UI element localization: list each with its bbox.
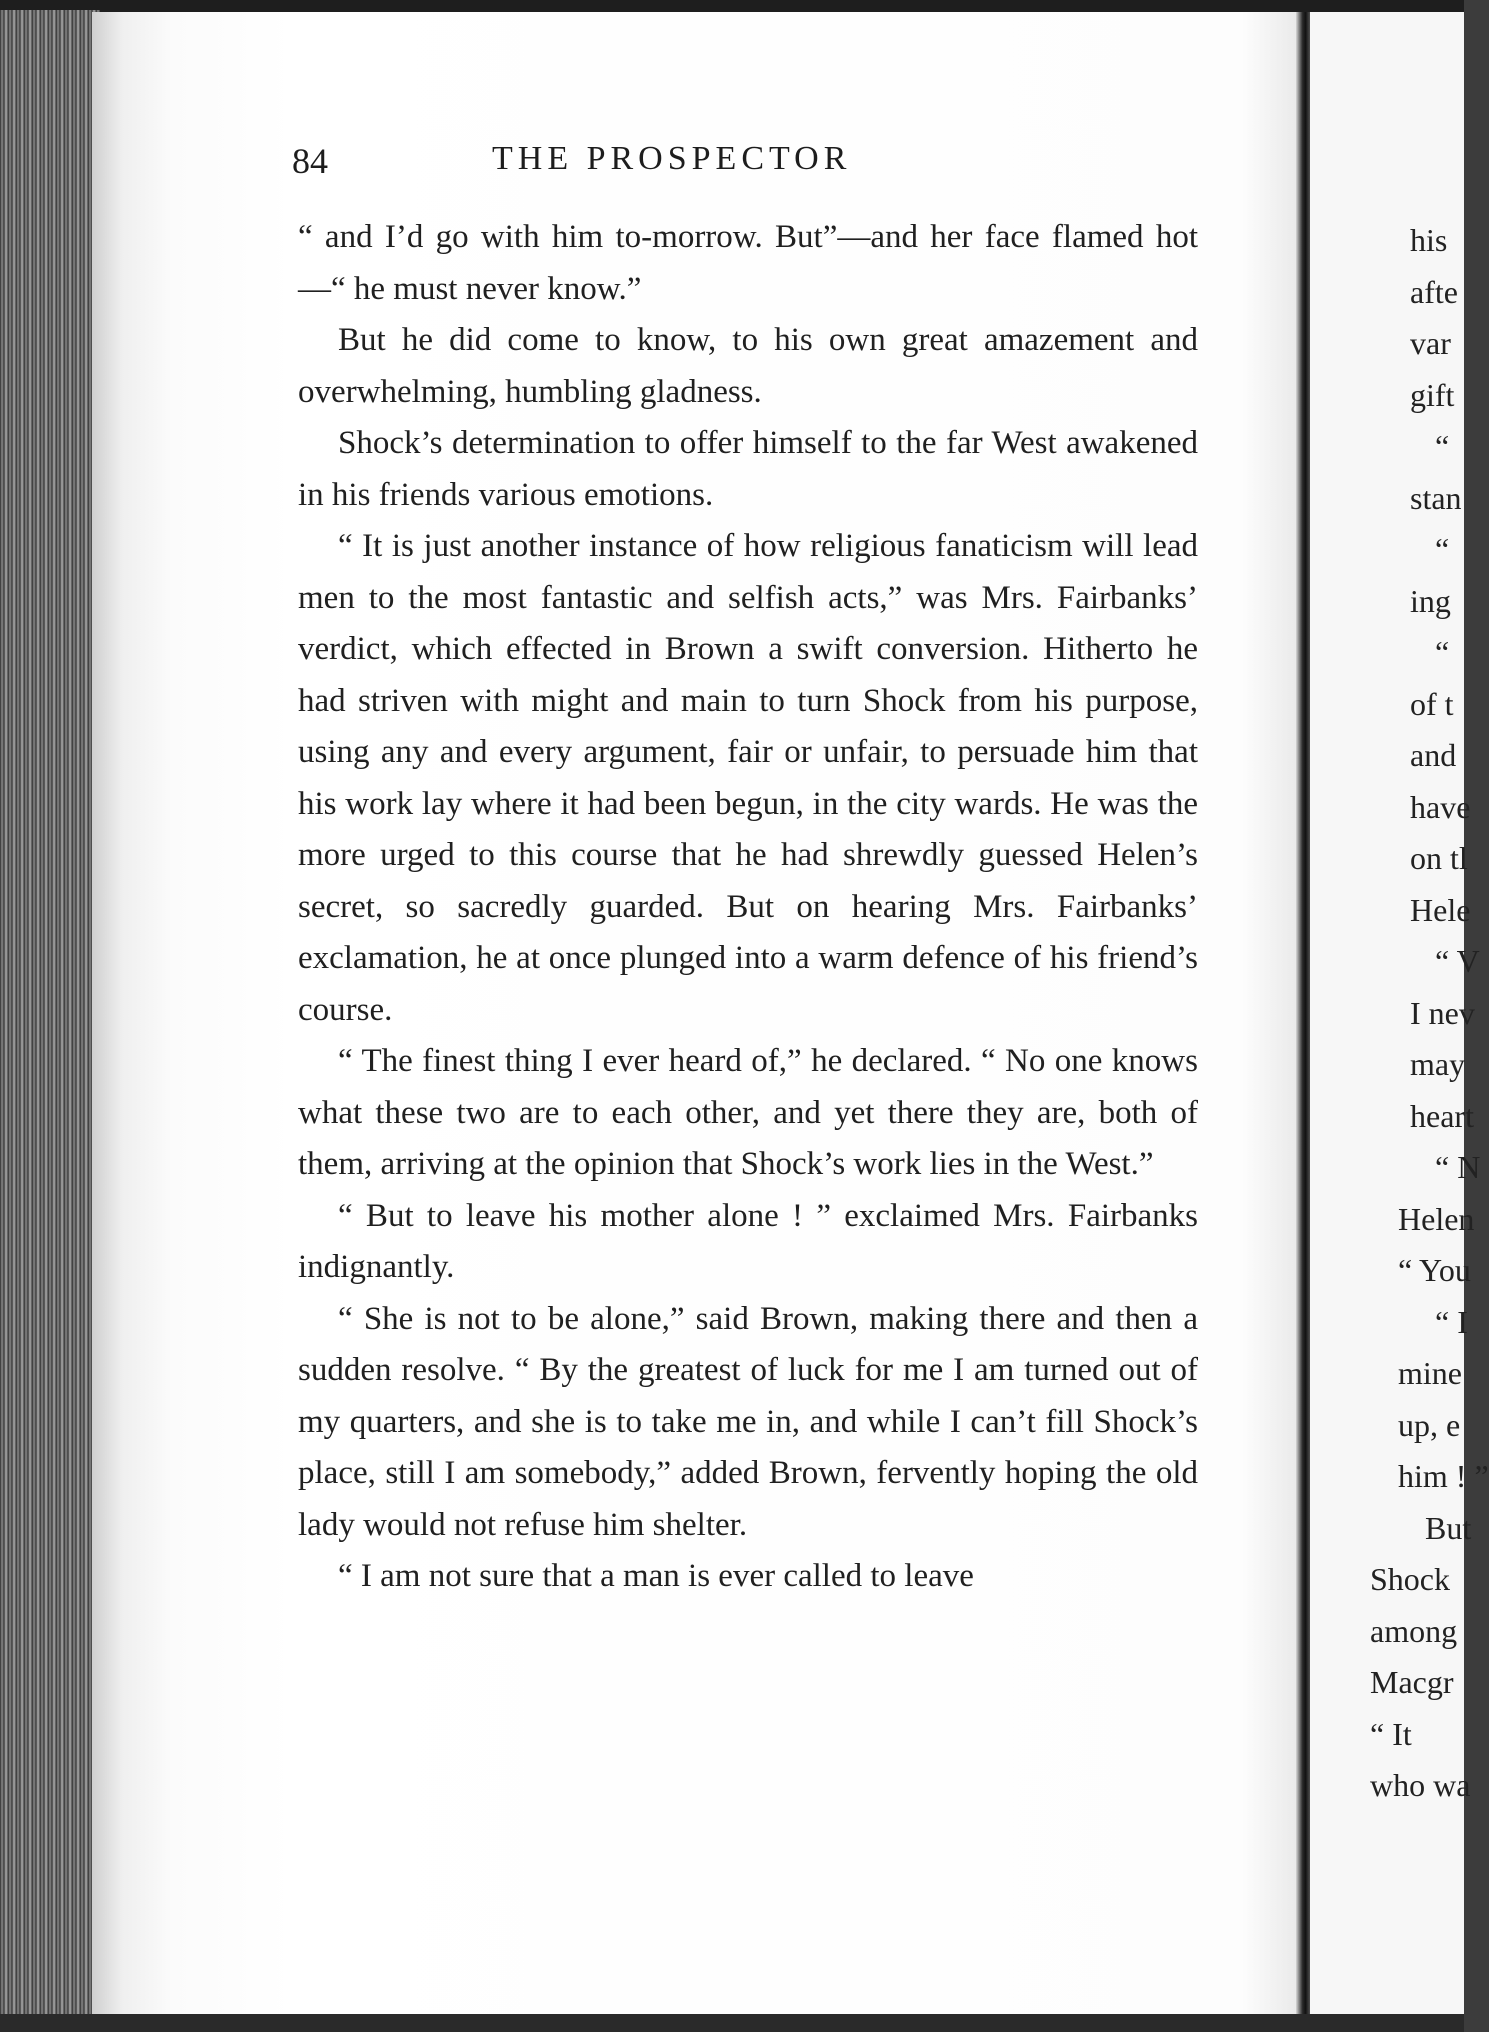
running-title: THE PROSPECTOR <box>492 140 852 177</box>
facing-page-line: mine <box>1398 1355 1462 1391</box>
book-page-edges <box>0 10 100 2020</box>
page-header <box>292 140 1192 200</box>
body-text <box>298 212 1198 1603</box>
facing-page-line: var <box>1410 325 1451 361</box>
facing-page-line: But <box>1425 1510 1472 1546</box>
facing-page-line: “ <box>1435 634 1450 670</box>
page-number: 84 <box>292 141 328 181</box>
facing-page-line: Macgr <box>1370 1664 1454 1700</box>
facing-page-line: “ You <box>1398 1252 1471 1288</box>
scan-bottom-edge <box>0 2014 1464 2032</box>
facing-page-line: “ <box>1435 428 1450 464</box>
facing-page-line: among <box>1370 1613 1458 1649</box>
facing-page-line: have <box>1410 789 1471 825</box>
facing-page-line: afte <box>1410 274 1458 310</box>
paragraph: “ I am not sure that a man is ever called to leave <box>338 1558 974 1594</box>
facing-page-line: gift <box>1410 377 1455 413</box>
facing-page-line: “ It <box>1370 1716 1412 1752</box>
facing-page-line: “ N <box>1435 1149 1481 1185</box>
facing-page-line: “ V <box>1435 943 1480 979</box>
facing-page-line: I nev <box>1410 995 1475 1031</box>
paragraph: “ She is not to be alone,” said Brown, making there and then a sudden resolve. “ By the greatest of luck for me I am turned out of my quarters, and she is to take me in, and while I can’t fill Shock’s place, still I am somebody,” added Brown, fervently hoping the old lady would not refuse him shelter. <box>298 1300 1198 1543</box>
facing-page-line: Helen <box>1398 1201 1475 1237</box>
facing-page-line: who wa <box>1370 1767 1471 1803</box>
paragraph: Shock’s determination to offer himself to the far West awakened in his friends various emotions. <box>298 425 1198 513</box>
facing-page-line: “ I <box>1435 1304 1468 1340</box>
facing-page-line: may <box>1410 1046 1466 1082</box>
facing-page-line: on tl <box>1410 840 1468 876</box>
facing-page-line: him ! ” <box>1398 1458 1489 1494</box>
facing-page-line: heart <box>1410 1098 1474 1134</box>
facing-page-line: “ <box>1435 531 1450 567</box>
facing-page-line: up, e <box>1398 1407 1461 1443</box>
facing-page <box>1310 12 1489 2020</box>
paragraph: “ But to leave his mother alone ! ” exclaimed Mrs. Fairbanks indignantly. <box>298 1197 1198 1285</box>
facing-page-line: stan <box>1410 480 1462 516</box>
paragraph: “ The finest thing I ever heard of,” he declared. “ No one knows what these two are to each other, and yet there they are, both of them, arriving at the opinion that Shock’s work lies in the West.” <box>298 1043 1198 1182</box>
paragraph: “ and I’d go with him to-morrow. But”—and her face flamed hot—“ he must never know.” <box>298 219 1198 307</box>
facing-page-line: Shock <box>1370 1561 1450 1597</box>
paragraph: “ It is just another instance of how religious fanaticism will lead men to the most fantastic and selfish acts,” was Mrs. Fairbanks’ verdict, which effected in Brown a swift conversion. Hitherto he had striven with might and main to turn Shock from his purpose, using any and every argument, fair or unfair, to persuade him that his work lay where it had been begun, in the city wards. He was the more urged to this course that he had shrewdly guessed Helen’s secret, so sacredly guarded. But on hearing Mrs. Fairbanks’ exclamation, he at once plunged into a warm defence of his friend’s course. <box>298 528 1198 1028</box>
facing-page-line: of t <box>1410 686 1454 722</box>
paragraph: But he did come to know, to his own great amazement and overwhelming, humbling gladness. <box>298 322 1198 410</box>
facing-page-line: and <box>1410 737 1457 773</box>
facing-page-line: ing <box>1410 583 1451 619</box>
facing-page-line: Hele <box>1410 892 1471 928</box>
facing-page-line: his <box>1410 222 1448 258</box>
